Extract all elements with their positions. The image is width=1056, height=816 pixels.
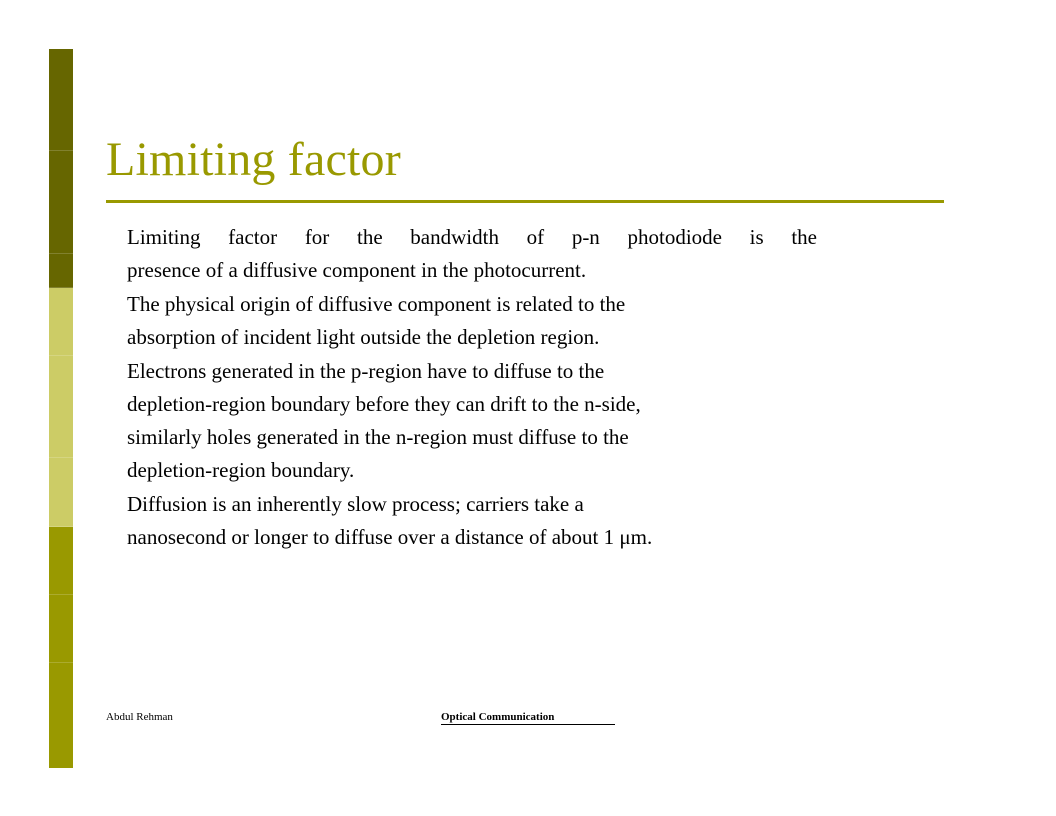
body-line: Electrons generated in the p-region have to diffuse to the [127, 359, 605, 383]
body-line: Limiting factor for the bandwidth of p-n photodiode is the [127, 225, 817, 249]
side-bar-segment [49, 663, 73, 768]
body-line: absorption of incident light outside the depletion region. [127, 325, 600, 349]
body-line: similarly holes generated in the n-region must diffuse to the [127, 425, 629, 449]
side-bar-segment [49, 356, 73, 458]
body-line: presence of a diffusive component in the photocurrent. [127, 258, 587, 282]
body-paragraph [127, 288, 817, 354]
footer-author: Abdul Rehman [106, 711, 173, 723]
slide-body [127, 221, 817, 554]
side-bar-segment [49, 527, 73, 595]
side-bar-segment [49, 288, 73, 356]
side-bar-segment [49, 151, 73, 254]
slide-title: Limiting factor [106, 133, 401, 186]
body-line: The physical origin of diffusive component is related to the [127, 292, 626, 316]
side-bar-segment [49, 49, 73, 151]
side-bar-segment [49, 458, 73, 527]
side-bar-segment [49, 254, 73, 288]
body-line: nanosecond or longer to diffuse over a distance of about 1 μm. [127, 525, 653, 549]
side-accent-bar [49, 49, 73, 768]
body-line: depletion-region boundary before they can drift to the n-side, [127, 392, 641, 416]
footer-course-title: Optical Communication [441, 711, 615, 725]
body-paragraph [127, 221, 817, 287]
body-line: depletion-region boundary. [127, 458, 355, 482]
title-underline [106, 200, 944, 203]
body-paragraph [127, 355, 817, 487]
body-paragraph [127, 488, 817, 554]
side-bar-segment [49, 595, 73, 663]
body-line: Diffusion is an inherently slow process; carriers take a [127, 492, 584, 516]
